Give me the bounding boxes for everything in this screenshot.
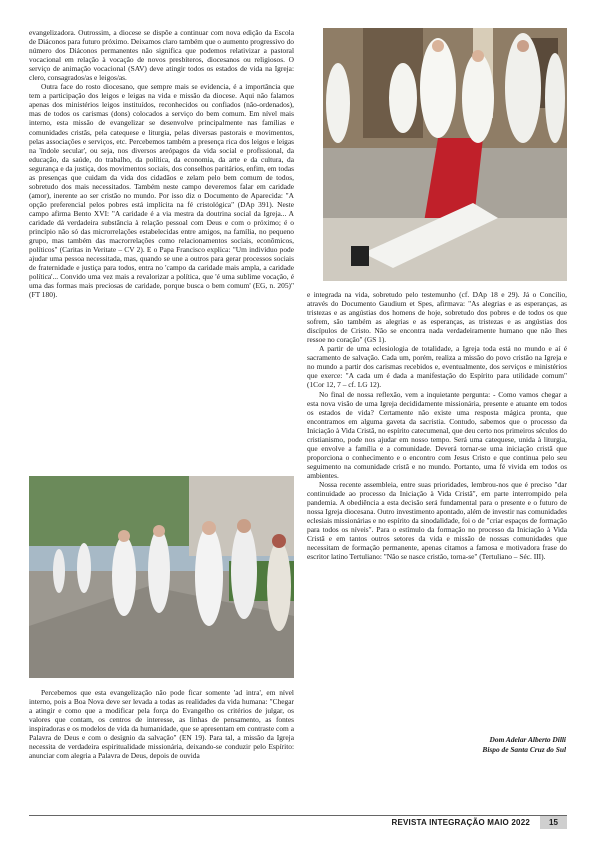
article-column-left-bottom — [29, 688, 294, 760]
paragraph: Percebemos que esta evangelização não pode ficar somente 'ad intra', em nível interno, pois a Boa Nova deve ser levada a todas as realidades da vida humana: "Chegar a atingir e como que a modificar pela força do Evangelho os critérios de julgar, os valores que contam, os centros de interesse, as linhas de pensamento, as fontes inspiradoras e os modelos de vida da humanidade, que se apresentam em contraste com a Palavra de Deus e com o desígnio da salvação" (EN 19). Para tal, a missão da Igreja necessita de verdadeira espiritualidade missionária, deixando-se conduzir pelo Espírito: anunciar com alegria a Palavra de Deus, depois de ouvida — [29, 688, 294, 761]
footer-divider — [29, 815, 567, 816]
paragraph: e integrada na vida, sobretudo pelo testemunho (cf. DAp 18 e 29). Já o Concílio, através do Documento Gaudium et Spes, afirmava: "As alegrias e as esperanças, as tristezas e as angústias dos homens de hoje, sobretudo dos pobres e de todos os que sofrem, são também as alegrias e as esperanças, as tristezas e as angústias dos discípulos de Cristo. Não se encontra nada verdadeiramente humano que não lhes ressoe no coração" (GS 1). — [307, 290, 567, 345]
author-signature — [400, 735, 566, 754]
ordination-photo — [323, 28, 567, 281]
footer-magazine-title: REVISTA INTEGRAÇÃO MAIO 2022 — [391, 818, 530, 827]
paragraph: No final de nossa reflexão, vem a inquietante pergunta: - Como vamos chegar a esta nova visão de uma Igreja decididamente missionária, presente e atuante em todos os estados de vida? Certamente não existe uma resposta mágica pronta, que encontramos em alguma gaveta da sacristia. Contudo, sabemos que o processo da Iniciação à Vida Cristã, no espírito catecumenal, que deu certo nos primeiros séculos do cristianismo, pode nos ajudar em nosso tempo. Será uma catequese, unida à liturgia, que envolve a família e a comunidade. Deverá tornar-se uma iniciação cristã que proporciona o conhecimento e o encontro com Jesus Cristo e que continua pelo seu seguimento na comunidade cristã e no mundo. Portanto, uma fé vivida em todos os ambientes. — [307, 389, 567, 480]
procession-photo — [29, 476, 294, 678]
paragraph: A partir de uma eclesiologia de totalidade, a Igreja toda está no mundo e aí é sacramento de salvação. Cada um, porém, realiza a missão do povo cristão na Igreja e no mundo a partir dos carismas recebidos e, eventualmente, dos serviços e ministérios que exerce: "A cada um é dada a manifestação do Espírito para utilidade comum" (1Cor 12, 7 – cf. LG 12). — [307, 344, 567, 390]
paragraph: Nossa recente assembleia, entre suas prioridades, lembrou-nos que é preciso "dar continuidade ao processo da Iniciação à Vida Cristã", em parte interrompido pela pandemia. A obediência a esta decisão será fundamental para o presente e o futuro de nossa Igreja diocesana. Outro investimento apontado, além de investir nas comunidades eclesiais missionárias e no espírito da sinodalidade, foi o de "criar espaços de formação para todos os níveis". Para o estímulo da formação no processo da Iniciação à Vida Cristã e em tantos outros setores da vida e missão de nossas comunidades que necessitam de formação permanente, apenas citamos a famosa e motivadora frase do escritor latino Tertuliano: "Não se nasce cristão, torna-se" (Tertuliano – Séc. III). — [307, 479, 567, 562]
page-number: 15 — [540, 816, 567, 829]
article-column-right — [307, 290, 567, 561]
article-column-left-top — [29, 28, 294, 299]
paragraph: Outra face do rosto diocesano, que sempre mais se evidencia, é a importância que tem a participação dos leigos e leigas na vida e missão da diocese. Aqui não falamos apenas dos ministérios leigos instituídos, reconhecidos ou confiados (não-ordenados), mas de todos os carismas (dons) colocados a serviço do bem comum. Em nível mais interno, esta missão de evangelizar se desenvolve principalmente nas famílias e comunidades cristãs, pela catequese e liturgia, pelas diversas pastorais e movimentos, pelas associações e serviços, etc. Percebemos também a presença rica dos leigos e leigas na 'índole secular', ou seja, nos diversos areópagos da vida social e profissional, da educação, da saúde, do trabalho, da política, da economia, da arte e da cultura, da segurança e da justiça, dos movimentos sociais, dos conselhos paritários, enfim, em todas as presenças que cuidam da vida dos cidadãos e zelam pelo bem comum de todos, sobretudo dos mais necessitados. Também neste campo deveremos falar em caridade (amor), inerente ao ser cristão no mundo. Por isso diz o Documento de Aparecida: "A opção preferencial pelos pobres está implícita na fé cristológica" (DAp 391). Neste campo afirma Bento XVI: "A caridade é a via mestra da doutrina social da Igreja... A caridade dá verdadeira substância à relação pessoal com Deus e com o próximo; é o princípio não só das microrrelações estabelecidas entre amigos, na família, no pequeno grupo, mas também das macrorrelações como relacionamentos sociais, econômicos, políticos" (Caritas in Veritate – CV 2). E o Papa Francisco explica: "Um indivíduo pode ajudar uma pessoa necessitada, mas, quando se une a outros para gerar processos sociais de fraternidade e justiça para todos, entra no 'campo da caridade mais ampla, a caridade política'... Convido uma vez mais a revalorizar a política, que 'é uma sublime vocação, é uma das formas mais preciosas de caridade, porque busca o bem comum' (EG, n. 205)" (FT 180). — [29, 82, 294, 300]
author-name: Dom Adelar Alberto Dilli — [489, 735, 566, 744]
author-role: Bispo de Santa Cruz do Sul — [482, 744, 566, 754]
paragraph: evangelizadora. Outrossim, a diocese se dispõe a continuar com nova edição da Escola de Diáconos para futuro próximo. Deixamos claro também que o aumento progressivo do número dos Diáconos permanentes não significa que podemos relativizar a pastoral vocacional em relação à vocação de novos presbíteros, diocesanos ou religiosos. O serviço de animação vocacional (SAV) deve atingir todos os estados de vida na Igreja: clero, consagrados/as e leigos/as. — [29, 28, 294, 83]
